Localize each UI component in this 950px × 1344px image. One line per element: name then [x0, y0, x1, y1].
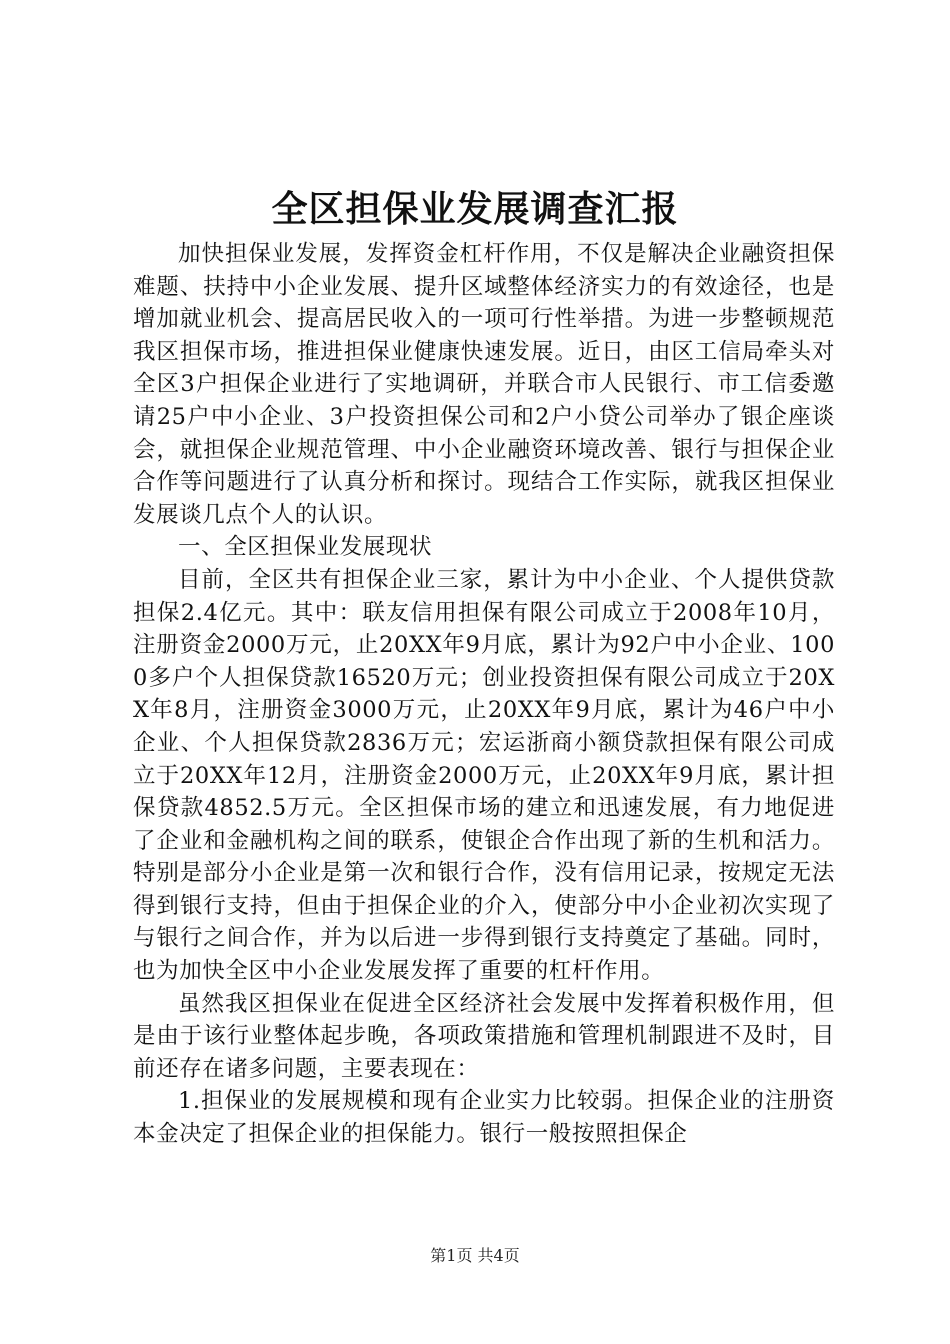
document-title: 全区担保业发展调查汇报 — [271, 188, 679, 230]
section-heading-status: 一、全区担保业发展现状 — [178, 534, 433, 561]
document-body — [133, 238, 835, 1151]
paragraph-problems-intro: 虽然我区担保业在促进全区经济社会发展中发挥着积极作用，但是由于该行业整体起步晚，各项政策措施和管理机制跟进不及时，目前还存在诸多问题，主要表现在： — [133, 990, 835, 1082]
paragraph-problem-1: 1.担保业的发展规模和现有企业实力比较弱。担保企业的注册资本金决定了担保企业的担保能力。银行一般按照担保企 — [133, 1088, 835, 1148]
paragraph-status: 目前，全区共有担保企业三家，累计为中小企业、个人提供贷款担保2.4亿元。其中：联友信用担保有限公司成立于2008年10月，注册资金2000万元，止20XX年9月底，累计为92户中小企业、1000多户个人担保贷款16520万元；创业投资担保有限公司成立于20XX年8月，注册资金3000万元，止20XX年9月底，累计为46户中小企业、个人担保贷款2836万元；宏运浙商小额贷款担保有限公司成立于20XX年12月，注册资金2000万元，止20XX年9月底，累计担保贷款4852.5万元。全区担保市场的建立和迅速发展，有力地促进了企业和金融机构之间的联系，使银企合作出现了新的生机和活力。特别是部分小企业是第一次和银行合作，没有信用记录，按规定无法得到银行支持，但由于担保企业的介入，使部分中小企业初次实现了与银行之间合作，并为以后进一步得到银行支持奠定了基础。同时，也为加快全区中小企业发展发挥了重要的杠杆作用。 — [133, 566, 835, 985]
page-footer: 第1页 共4页 — [430, 1246, 520, 1265]
paragraph-intro: 加快担保业发展，发挥资金杠杆作用，不仅是解决企业融资担保难题、扶持中小企业发展、提升区域整体经济实力的有效途径，也是增加就业机会、提高居民收入的一项可行性举措。为进一步整顿规范我区担保市场，推进担保业健康快速发展。近日，由区工信局牵头对全区3户担保企业进行了实地调研，并联合市人民银行、市工信委邀请25户中小企业、3户投资担保公司和2户小贷公司举办了银企座谈会，就担保企业规范管理、中小企业融资环境改善、银行与担保企业合作等问题进行了认真分析和探讨。现结合工作实际，就我区担保业发展谈几点个人的认识。 — [133, 241, 835, 528]
